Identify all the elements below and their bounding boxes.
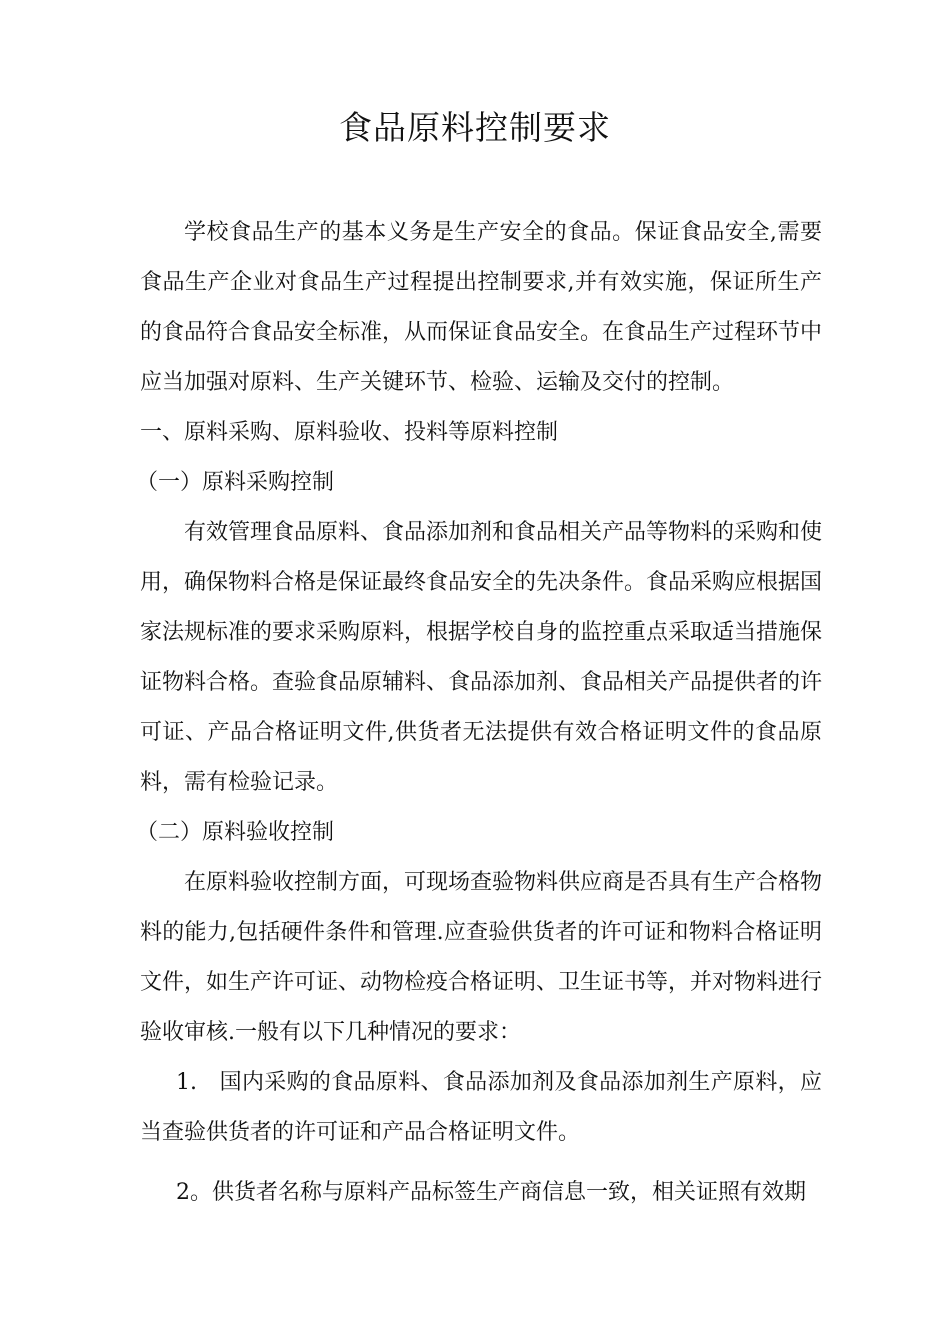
section-heading-1: 一、原料采购、原料验收、投料等原料控制	[140, 420, 559, 445]
subsection-paragraph-1: 有效管理食品原料、食品添加剂和食品相关产品等物料的采购和使用，确保物料合格是保证最终食品安全的先决条件。食品采购应根据国家法规标准的要求采购原料，根据学校自身的监控重点采取适当措施保证物料合格。查验食品原辅料、食品添加剂、食品相关产品提供者的许可证、产品合格证明文件,供货者无法提供有效合格证明文件的食品原料，需有检验记录。	[140, 520, 823, 795]
document-title: 食品原料控制要求	[339, 108, 611, 147]
subsection-heading-2: （二）原料验收控制	[136, 820, 335, 845]
document-body	[136, 208, 823, 1218]
intro-paragraph: 学校食品生产的基本义务是生产安全的食品。保证食品安全,需要食品生产企业对食品生产过程提出控制要求,并有效实施，保证所生产的食品符合食品安全标准，从而保证食品安全。在食品生产过程环节中应当加强对原料、生产关键环节、检验、运输及交付的控制。	[140, 220, 823, 395]
list-item-2: 2。供货者名称与原料产品标签生产商信息一致，相关证照有效期	[176, 1180, 806, 1205]
subsection-paragraph-2: 在原料验收控制方面，可现场查验物料供应商是否具有生产合格物料的能力,包括硬件条件和管理.应查验供货者的许可证和物料合格证明文件，如生产许可证、动物检疫合格证明、卫生证书等，并对物料进行验收审核.一般有以下几种情况的要求：	[140, 870, 823, 1045]
list-item-1: 1. 国内采购的食品原料、食品添加剂及食品添加剂生产原料，应当查验供货者的许可证和产品合格证明文件。	[140, 1070, 822, 1145]
subsection-heading-1: （一）原料采购控制	[136, 470, 335, 495]
